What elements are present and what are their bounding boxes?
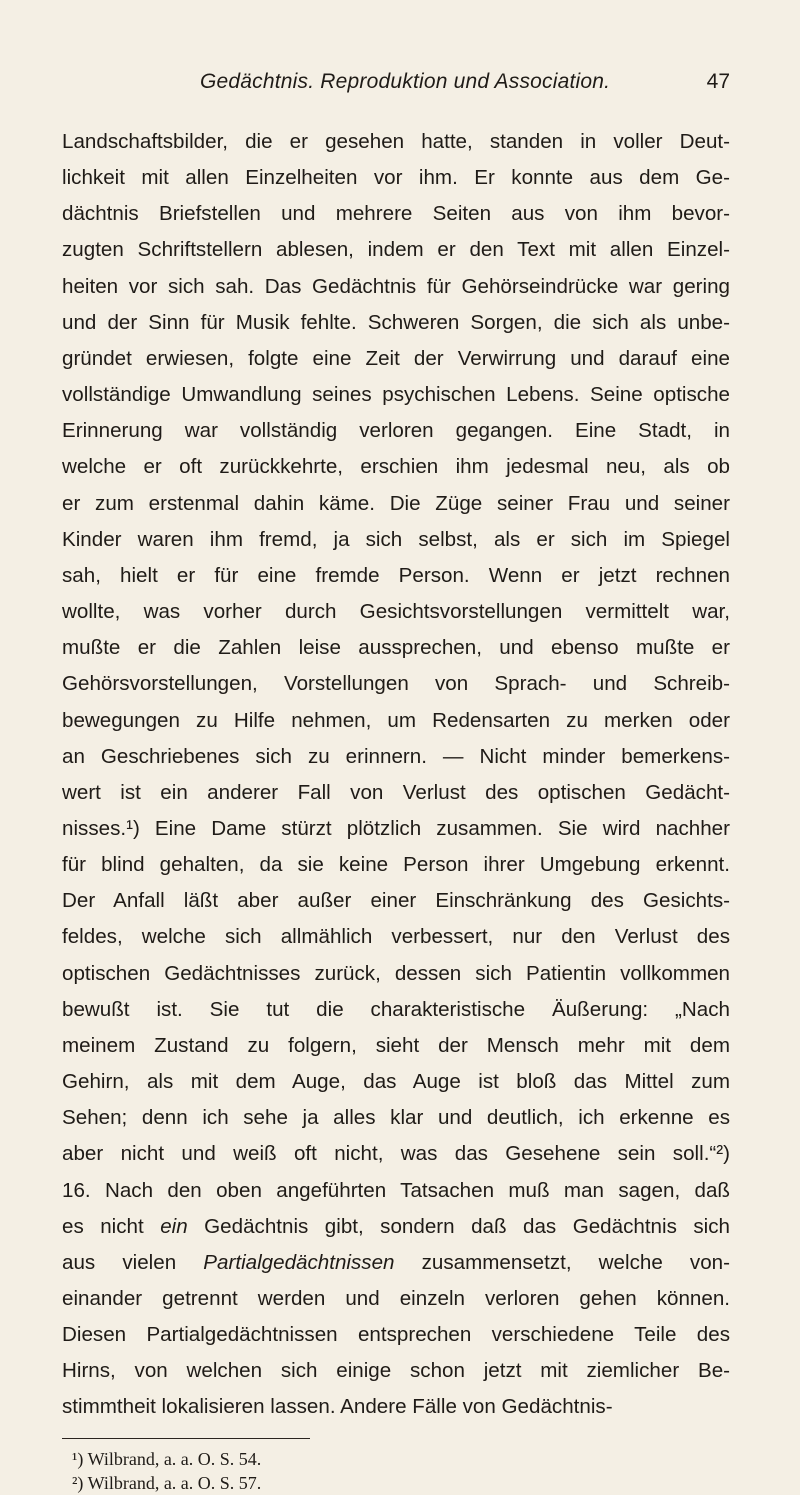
text-line: lichkeit mit allen Einzelheiten vor ihm. Er konnte aus dem Ge- xyxy=(62,166,730,190)
italic-emphasis: ein xyxy=(160,1214,188,1238)
footnote: ²) Wilbrand, a. a. O. S. 57. xyxy=(72,1472,262,1493)
text-segment: zusammensetzt, welche von- xyxy=(421,1250,730,1274)
text-line: optischen Gedächtnisses zurück, dessen sich Patientin vollkommen xyxy=(62,961,730,985)
body-text xyxy=(62,124,730,1426)
text-line: an Geschriebenes sich zu erinnern. — Nicht minder bemerkens- xyxy=(62,744,730,768)
text-line: nisses.¹) Eine Dame stürzt plötzlich zusammen. Sie wird nachher xyxy=(62,816,730,840)
text-line: Landschaftsbilder, die er gesehen hatte, standen in voller Deut- xyxy=(62,130,730,153)
text-line: Diesen Partialgedächtnissen entsprechen verschiedene Teile des xyxy=(62,1323,730,1347)
text-line: für blind gehalten, da sie keine Person ihrer Umgebung erkennt. xyxy=(62,853,730,877)
text-line: mußte er die Zahlen leise aussprechen, und ebenso mußte er xyxy=(62,636,730,660)
footnote: ¹) Wilbrand, a. a. O. S. 54. xyxy=(72,1448,262,1469)
text-line: dächtnis Briefstellen und mehrere Seiten aus von ihm bevor- xyxy=(62,202,730,226)
text-line: welche er oft zurückkehrte, erschien ihm jedesmal neu, als ob xyxy=(62,455,730,479)
text-segment: aus vielen xyxy=(62,1250,177,1274)
text-line: Sehen; denn ich sehe ja alles klar und deutlich, ich erkenne es xyxy=(62,1106,730,1130)
text-line: meinem Zustand zu folgern, sieht der Mensch mehr mit dem xyxy=(62,1033,730,1057)
text-line: Gehirn, als mit dem Auge, das Auge ist bloß das Mittel zum xyxy=(62,1070,730,1094)
text-line: zugten Schriftstellern ablesen, indem er den Text mit allen Einzel- xyxy=(62,238,730,262)
text-line: stimmtheit lokalisieren lassen. Andere Fälle von Gedächtnis- xyxy=(62,1395,613,1419)
footnotes xyxy=(62,1438,310,1495)
text-line: Hirns, von welchen sich einige schon jetzt mit ziemlicher Be- xyxy=(62,1359,730,1383)
text-line: vollständige Umwandlung seines psychischen Lebens. Seine optische xyxy=(62,383,730,407)
text-segment: Gedächtnis gibt, sondern daß das Gedächtnis sich xyxy=(204,1214,730,1238)
italic-term: Partialgedächtnissen xyxy=(203,1250,395,1274)
text-line: gründet erwiesen, folgte eine Zeit der Verwirrung und darauf eine xyxy=(62,346,730,370)
text-line: er zum erstenmal dahin käme. Die Züge seiner Frau und seiner xyxy=(62,491,730,515)
text-line: wollte, was vorher durch Gesichtsvorstellungen vermittelt war, xyxy=(62,600,730,624)
text-line: einander getrennt werden und einzeln verloren gehen können. xyxy=(62,1287,730,1310)
text-line-with-italic xyxy=(62,1245,730,1281)
text-line: bewußt ist. Sie tut die charakteristische Äußerung: „Nach xyxy=(62,997,730,1021)
text-line: 16. Nach den oben angeführten Tatsachen muß man sagen, daß xyxy=(62,1178,730,1202)
text-line: Gehörsvorstellungen, Vorstellungen von Sprach- und Schreib- xyxy=(62,672,730,696)
text-line: Erinnerung war vollständig verloren gegangen. Eine Stadt, in xyxy=(62,419,730,443)
page-number: 47 xyxy=(706,70,730,93)
text-line: aber nicht und weiß oft nicht, was das Gesehene sein soll.“²) xyxy=(62,1142,730,1166)
header-title: Gedächtnis. Reproduktion und Association. xyxy=(200,70,611,93)
text-line: feldes, welche sich allmählich verbessert, nur den Verlust des xyxy=(62,925,730,949)
text-line: Kinder waren ihm fremd, ja sich selbst, als er sich im Spiegel xyxy=(62,527,730,551)
text-line: bewegungen zu Hilfe nehmen, um Redensarten zu merken oder xyxy=(62,708,730,732)
text-line: Der Anfall läßt aber außer einer Einschränkung des Gesichts- xyxy=(62,889,730,913)
text-segment: es nicht xyxy=(62,1214,144,1238)
page xyxy=(62,62,730,1495)
text-line: heiten vor sich sah. Das Gedächtnis für Gehörseindrücke war gering xyxy=(62,274,730,298)
text-line: sah, hielt er für eine fremde Person. Wenn er jetzt rechnen xyxy=(62,563,730,587)
running-header xyxy=(62,62,730,102)
text-line: und der Sinn für Musik fehlte. Schweren Sorgen, die sich als unbe- xyxy=(62,310,730,334)
text-line: wert ist ein anderer Fall von Verlust des optischen Gedächt- xyxy=(62,780,730,804)
